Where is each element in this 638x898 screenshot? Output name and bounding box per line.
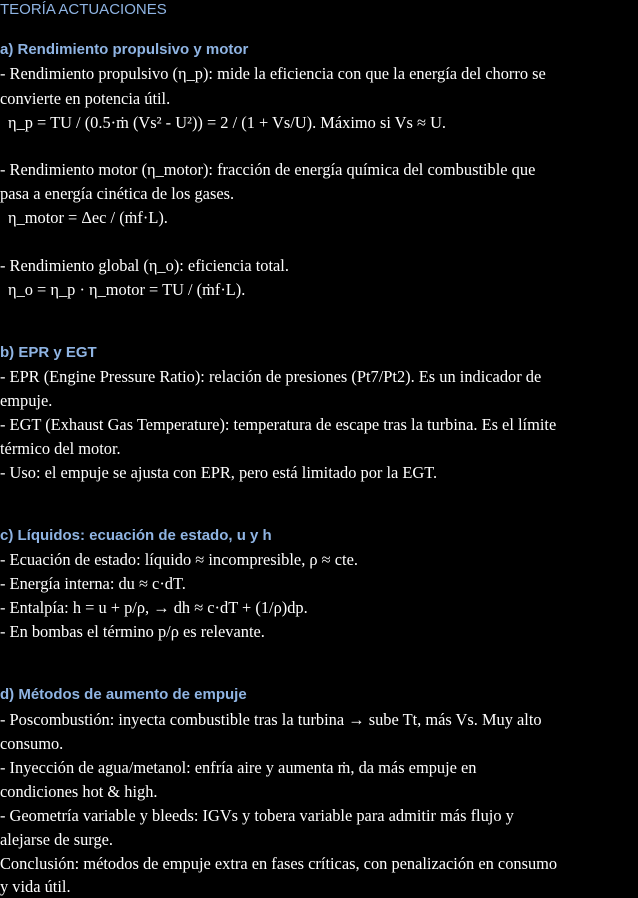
section-a-line: convierte en potencia útil. [0, 89, 171, 108]
section-a-heading: a) Rendimiento propulsivo y motor [0, 41, 249, 58]
section-a-line: - Rendimiento global (η_o): eficiencia total. [0, 256, 289, 275]
section-d-heading: d) Métodos de aumento de empuje [0, 686, 247, 703]
section-a-line: pasa a energía cinética de los gases. [0, 184, 235, 203]
section-d-line: - Inyección de agua/metanol: enfría aire y aumenta ṁ, da más empuje en [0, 758, 477, 777]
section-d-line: condiciones hot & high. [0, 782, 158, 801]
section-b-line: empuje. [0, 391, 53, 410]
section-d-line: consumo. [0, 734, 64, 753]
section-d-line: - Poscombustión: inyecta combustible tras la turbina → sube Tt, más Vs. Muy alto [0, 710, 542, 729]
section-d-conclusion: Conclusión: métodos de empuje extra en fases críticas, con penalización en consumo [0, 854, 558, 873]
section-d-line: - Geometría variable y bleeds: IGVs y tobera variable para admitir más flujo y [0, 806, 514, 825]
section-d-line: alejarse de surge. [0, 830, 114, 849]
document-title: TEORÍA ACTUACIONES [0, 1, 167, 18]
section-c-line: - En bombas el término p/ρ es relevante. [0, 622, 265, 641]
section-b-line: - EGT (Exhaust Gas Temperature): temperatura de escape tras la turbina. Es el límite [0, 415, 557, 434]
section-b-line: térmico del motor. [0, 439, 121, 458]
section-c-line: - Energía interna: du ≈ c·dT. [0, 574, 186, 593]
section-a-formula: η_p = TU / (0.5·ṁ (Vs² - U²)) = 2 / (1 + Vs/U). Máximo si Vs ≈ U. [8, 113, 447, 132]
section-c-line: - Entalpía: h = u + p/ρ, → dh ≈ c·dT + (1/ρ)dp. [0, 598, 308, 617]
section-a-formula: η_motor = Δec / (ṁf·L). [8, 208, 168, 227]
section-b-line: - EPR (Engine Pressure Ratio): relación de presiones (Pt7/Pt2). Es un indicador de [0, 367, 542, 386]
section-c-heading: c) Líquidos: ecuación de estado, u y h [0, 527, 272, 544]
section-b-line: - Uso: el empuje se ajusta con EPR, pero está limitado por la EGT. [0, 463, 438, 482]
section-a-line: - Rendimiento motor (η_motor): fracción de energía química del combustible que [0, 160, 536, 179]
section-a-formula: η_o = η_p · η_motor = TU / (ṁf·L). [8, 280, 246, 299]
section-a-line: - Rendimiento propulsivo (η_p): mide la eficiencia con que la energía del chorro se [0, 64, 546, 83]
section-c-line: - Ecuación de estado: líquido ≈ incompresible, ρ ≈ cte. [0, 550, 358, 569]
section-b-heading: b) EPR y EGT [0, 344, 97, 361]
section-d-line: y vida útil. [0, 877, 71, 896]
